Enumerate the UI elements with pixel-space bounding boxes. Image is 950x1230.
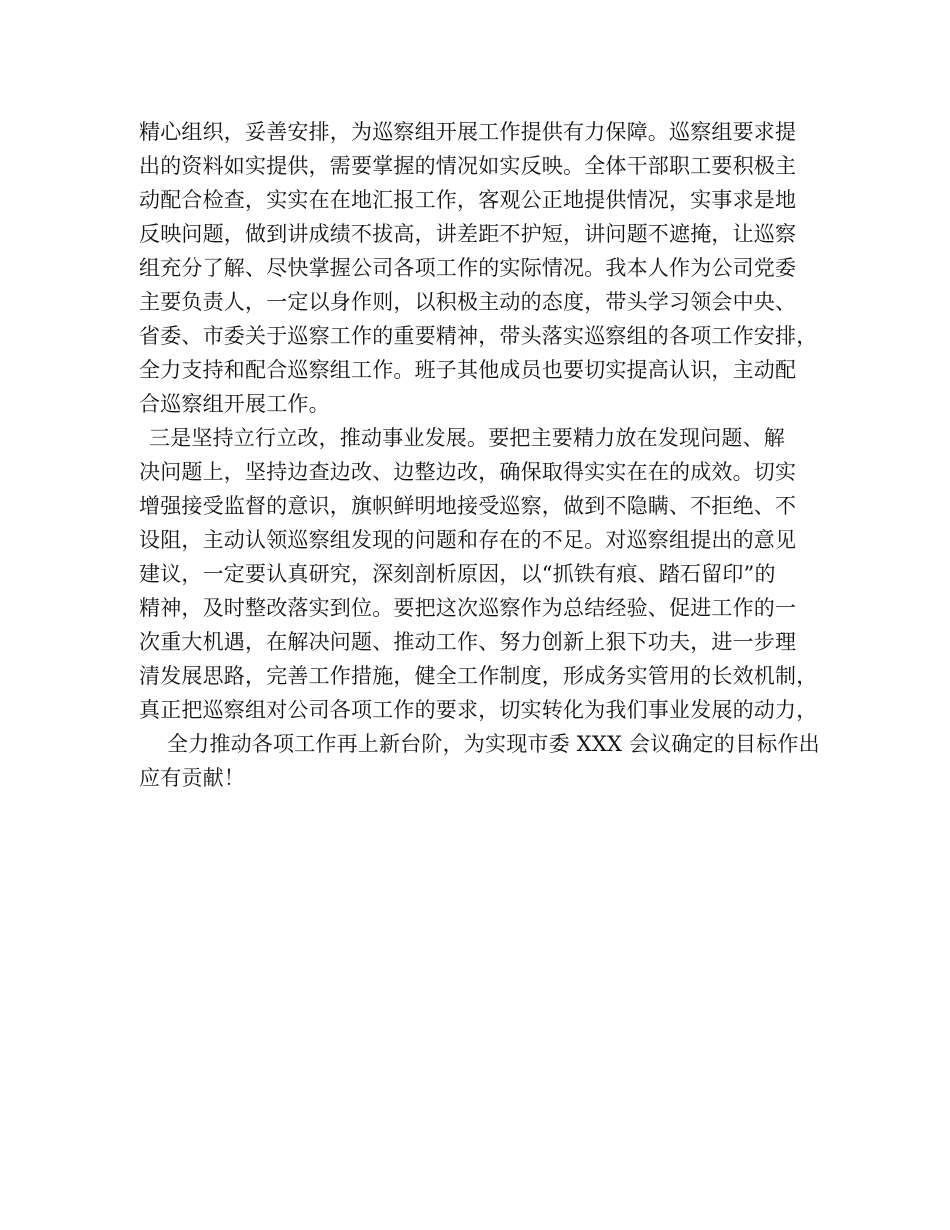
text-line: 清发展思路，完善工作措施，健全工作制度，形成务实管用的长效机制，: [139, 664, 818, 688]
text-line: 主要负责人，一定以身作则，以积极主动的态度，带头学习领会中央、: [139, 290, 797, 314]
paragraph-start-line: 三是坚持立行立改，推动事业发展。要把主要精力放在发现问题、解: [149, 426, 785, 450]
text-line: 反映问题，做到讲成绩不拔高，讲差距不护短，讲问题不遮掩，让巡察: [139, 222, 797, 246]
text-line: 设阻，主动认领巡察组发现的问题和存在的不足。对巡察组提出的意见: [139, 528, 797, 552]
text-line: 全力支持和配合巡察组工作。班子其他成员也要切实提高认识，主动配: [139, 358, 797, 382]
text-line: 出的资料如实提供，需要掌握的情况如实反映。全体干部职工要积极主: [139, 154, 797, 178]
text-line: 组充分了解、尽快掌握公司各项工作的实际情况。我本人作为公司党委: [139, 256, 797, 280]
text-line: 精神，及时整改落实到位。要把这次巡察作为总结经验、促进工作的一: [139, 596, 797, 620]
text-line: 省委、市委关于巡察工作的重要精神，带头落实巡察组的各项工作安排，: [139, 324, 818, 348]
text-line: 决问题上，坚持边查边改、边整边改，确保取得实实在在的成效。切实: [139, 460, 797, 484]
paragraph-start-line: 全力推动各项工作再上新台阶，为实现市委 XXX 会议确定的目标作出: [167, 732, 820, 756]
text-line: 精心组织，妥善安排，为巡察组开展工作提供有力保障。巡察组要求提: [139, 120, 797, 144]
text-line: 真正把巡察组对公司各项工作的要求，切实转化为我们事业发展的动力，: [139, 698, 818, 722]
text-line: 合巡察组开展工作。: [139, 392, 330, 416]
document-body: [139, 115, 829, 795]
text-line: 增强接受监督的意识，旗帜鲜明地接受巡察，做到不隐瞒、不拒绝、不: [139, 494, 797, 518]
text-line: 动配合检查，实实在在地汇报工作，客观公正地提供情况，实事求是地: [139, 188, 797, 212]
text-line: 应有贡献！: [139, 766, 245, 790]
text-line: 次重大机遇，在解决问题、推动工作、努力创新上狠下功夫，进一步理: [139, 630, 797, 654]
text-line: 建议，一定要认真研究，深刻剖析原因，以“抓铁有痕、踏石留印”的: [139, 562, 776, 586]
